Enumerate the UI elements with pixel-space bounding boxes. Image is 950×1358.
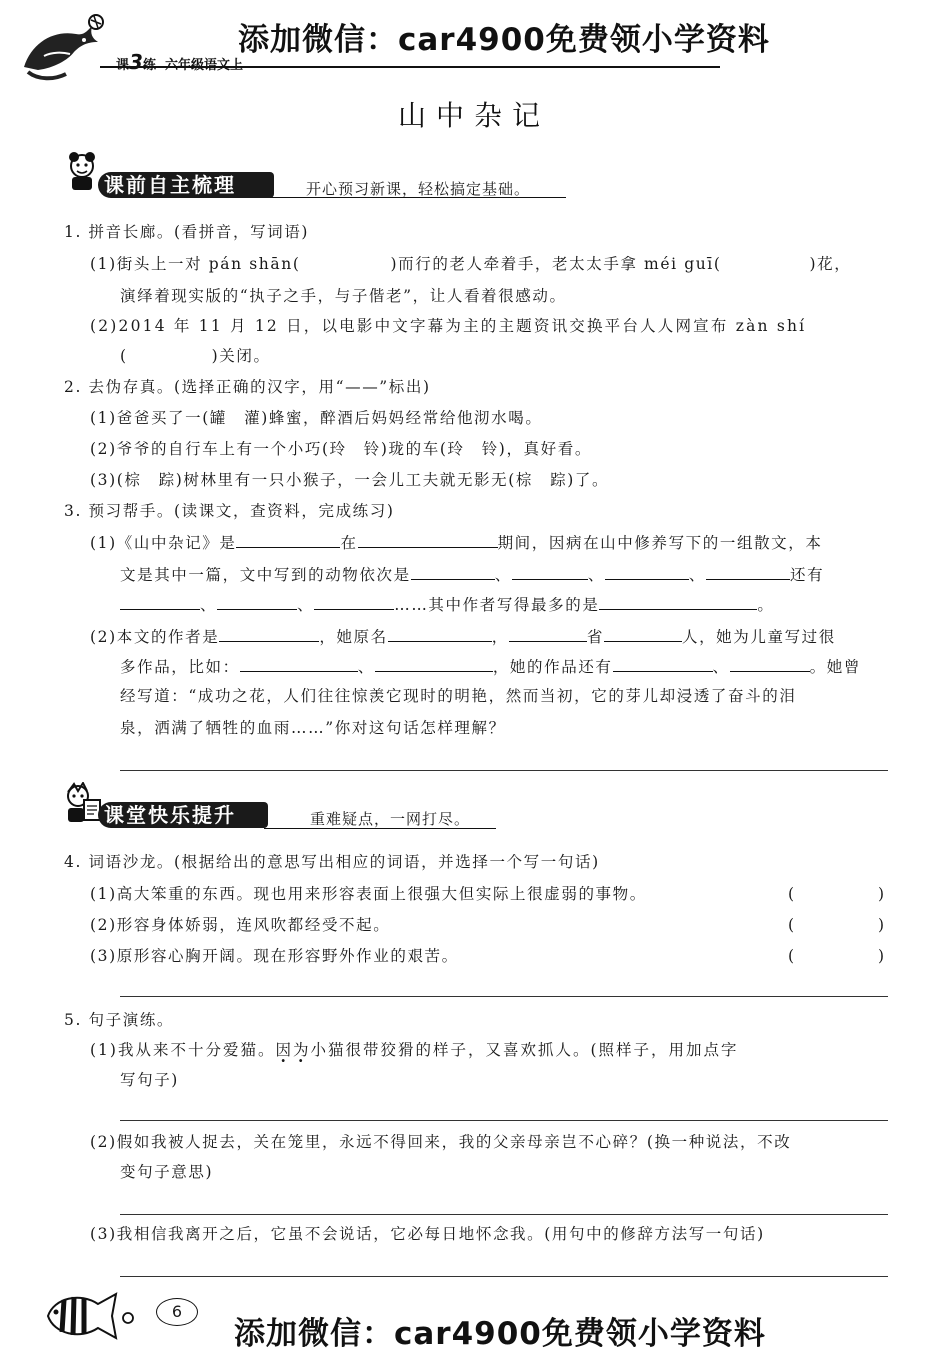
q3-line: (1)《山中杂记》是 在 期间，因病在山中修养写下的一组散文，本	[90, 534, 823, 552]
q4-item: (1)高大笨重的东西。现也用来形容表面上很强大但实际上很虚弱的事物。	[90, 885, 647, 903]
q4-stem: 4. 词语沙龙。(根据给出的意思写出相应的词语，并选择一个写一句话)	[64, 853, 600, 871]
answer-blank[interactable]	[358, 532, 498, 548]
section-slogan: 开心预习新课，轻松搞定基础。	[306, 180, 531, 198]
answer-line[interactable]	[120, 1120, 888, 1121]
answer-blank[interactable]	[599, 594, 757, 610]
q3-line: 、 、 ……其中作者写得最多的是 。	[120, 594, 775, 615]
q2-line: (1)爸爸买了一(罐 灌)蜂蜜，醉酒后妈妈经常给他沏水喝。	[90, 409, 543, 427]
answer-blank[interactable]	[411, 564, 495, 580]
dotted-char: 为	[292, 1041, 311, 1059]
answer-blank[interactable]	[219, 626, 319, 642]
q5-sentence: 写句子)	[120, 1071, 179, 1089]
section-banner-label: 课前自主梳理	[104, 173, 236, 197]
q5-stem: 5. 句子演练。	[64, 1011, 175, 1029]
answer-blank[interactable]	[605, 564, 689, 580]
page-number: 6	[156, 1298, 198, 1326]
q4-answer-paren-open: (	[788, 916, 796, 934]
q4-answer-paren-open: (	[788, 947, 796, 965]
lesson-label: 课3练 六年级语文上	[116, 50, 244, 74]
dolphin-mascot-icon	[14, 12, 106, 84]
section-banner-classroom	[98, 802, 268, 828]
q3-line: 经写道：“成功之花，人们往往惊羡它现时的明艳，然而当初，它的芽儿却浸透了奋斗的泪	[120, 687, 797, 705]
answer-line[interactable]	[120, 770, 888, 771]
answer-blank[interactable]	[120, 594, 200, 610]
q4-answer-paren-close: )	[878, 916, 886, 934]
q2-line: (3)(棕 踪)树林里有一只小猴子，一会儿工夫就无影无(棕 踪)了。	[90, 471, 610, 489]
watermark-top: 添加微信：car4900免费领小学资料	[238, 22, 770, 58]
answer-blank[interactable]	[388, 626, 492, 642]
answer-line[interactable]	[120, 996, 888, 997]
section-banner-preview	[98, 172, 274, 198]
answer-blank[interactable]	[730, 656, 810, 672]
answer-blank[interactable]	[375, 656, 493, 672]
watermark-bottom: 添加微信：car4900免费领小学资料	[234, 1316, 766, 1352]
fish-icon	[40, 1288, 136, 1344]
q4-item: (2)形容身体娇弱，连风吹都经受不起。	[90, 916, 391, 934]
q5-sentence: 变句子意思)	[120, 1163, 214, 1181]
q2-line: (2)爷爷的自行车上有一个小巧(玲 铃)珑的车(玲 铃)，真好看。	[90, 440, 592, 458]
q1-stem: 1. 拼音长廊。(看拼音，写词语)	[64, 223, 310, 241]
q1-line: 演绎着现实版的“执子之手，与子偕老”，让人看着很感动。	[120, 287, 567, 305]
q1-line: ( )关闭。	[120, 347, 271, 365]
q4-answer-paren-close: )	[878, 885, 886, 903]
dotted-char: 因	[275, 1041, 293, 1059]
q3-line: 泉，洒满了牺牲的血雨……”你对这句话怎样理解？	[120, 719, 506, 737]
page-title: 山中杂记	[398, 99, 551, 132]
q4-answer-paren-open: (	[788, 885, 796, 903]
section-slogan: 重难疑点，一网打尽。	[310, 810, 471, 828]
q5-sentence: (2)假如我被人捉去，关在笼里，永远不得回来，我的父亲母亲岂不心碎？(换一种说法，不改	[90, 1133, 792, 1151]
q3-line: 文是其中一篇，文中写到的动物依次是 、 、 、 还有	[120, 566, 825, 584]
answer-line[interactable]	[120, 1214, 888, 1215]
section-banner-label: 课堂快乐提升	[104, 803, 236, 827]
q3-stem: 3. 预习帮手。(读课文，查资料，完成练习)	[64, 502, 395, 520]
q1-line: (2)2014 年 11 月 12 日，以电影中文字幕为主的主题资讯交换平台人人网宣布 zàn shí	[90, 317, 807, 335]
answer-line[interactable]	[120, 1276, 888, 1277]
answer-blank[interactable]	[240, 656, 358, 672]
q4-item: (3)原形容心胸开阔。现在形容野外作业的艰苦。	[90, 947, 459, 965]
q2-stem: 2. 去伪存真。(选择正确的汉字，用“——”标出)	[64, 378, 431, 396]
answer-blank[interactable]	[236, 532, 340, 548]
answer-blank[interactable]	[217, 594, 297, 610]
q5-sentence: (3)我相信我离开之后，它虽不会说话，它必每日地怀念我。(用句中的修辞方法写一句话)	[90, 1225, 765, 1243]
answer-blank[interactable]	[706, 564, 790, 580]
answer-blank[interactable]	[613, 656, 713, 672]
q3-line: (2)本文的作者是 ，她原名 ， 省 人，她为儿童写过很	[90, 628, 836, 646]
answer-blank[interactable]	[512, 564, 588, 580]
answer-blank[interactable]	[509, 626, 587, 642]
q1-line: (1)街头上一对 pán shān( )而行的老人牵着手，老太太手拿 méi guī( )花，	[90, 255, 852, 273]
q5-sentence: (1)我从来不十分爱猫。因为小猫很带狡猾的样子，又喜欢抓人。(照样子，用加点字	[90, 1041, 739, 1059]
q3-line: 多作品，比如： 、 ，她的作品还有 、 。她曾	[120, 658, 861, 676]
answer-blank[interactable]	[604, 626, 682, 642]
q4-answer-paren-close: )	[878, 947, 886, 965]
cartoon-reader-icon	[58, 782, 106, 830]
answer-blank[interactable]	[314, 594, 394, 610]
